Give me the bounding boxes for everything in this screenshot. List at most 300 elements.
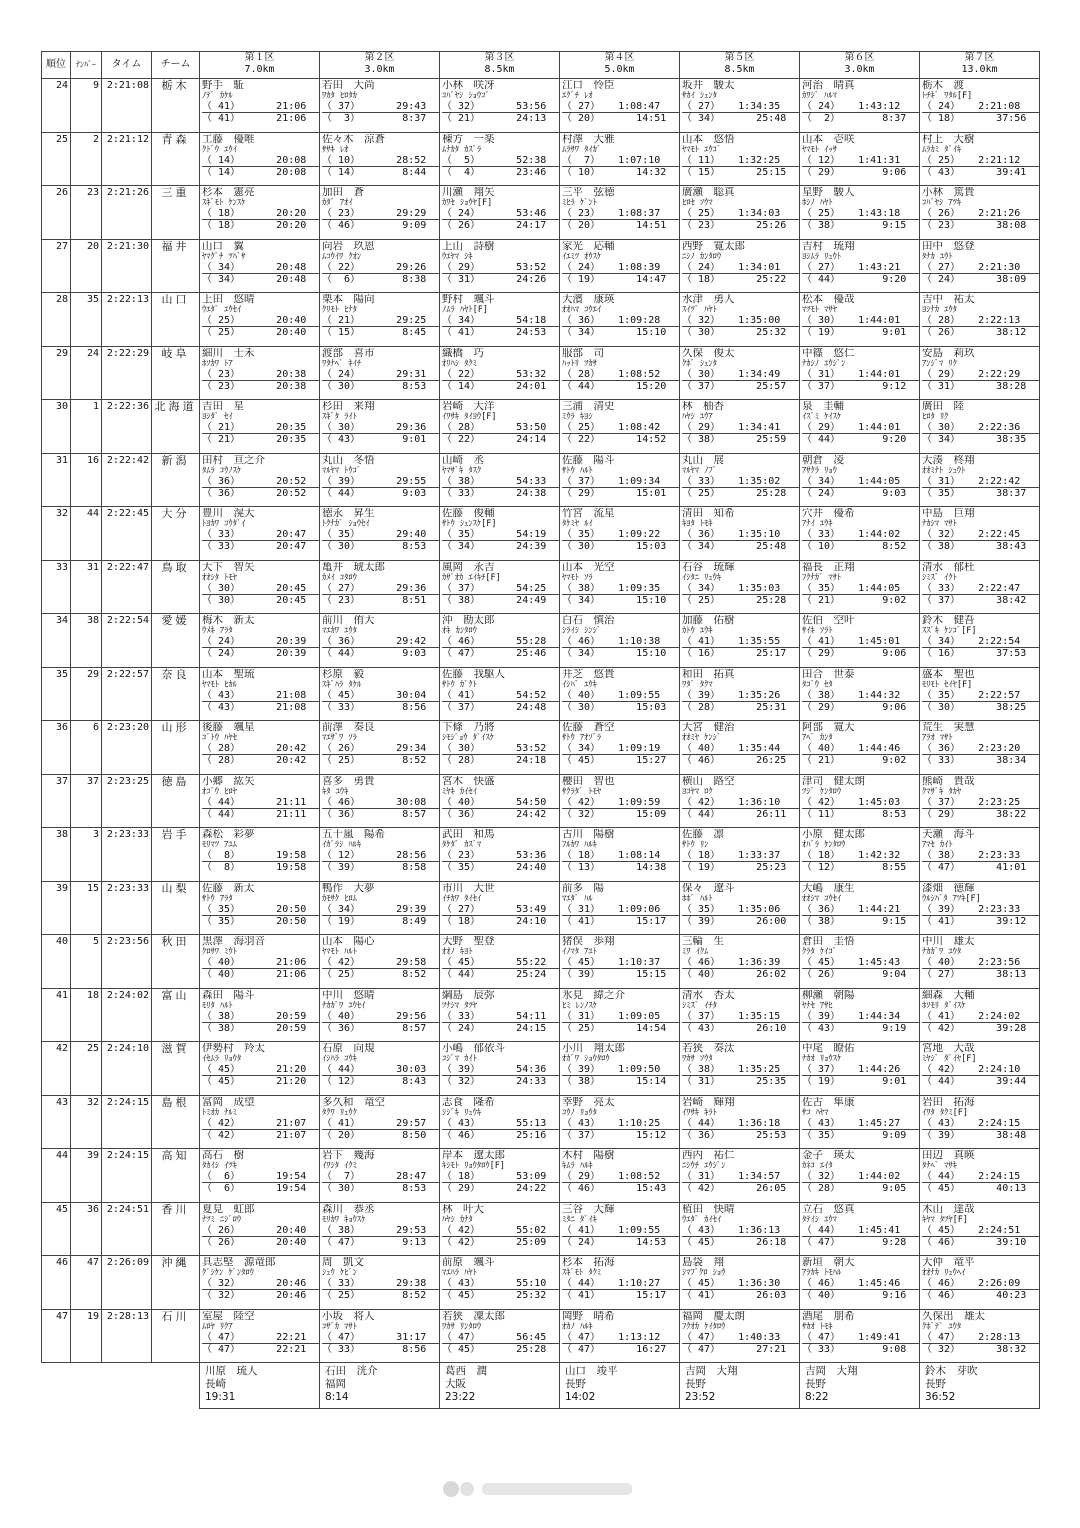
runner-kana: ﾜｶｻ ﾘﾝﾀﾛｳ [442, 1321, 482, 1332]
leg-1-cell [200, 560, 320, 614]
total-time-cell: 2:22:36 [102, 400, 152, 454]
leg-7-cell [920, 293, 1040, 347]
leg-4-cell [560, 988, 680, 1042]
section-rank-time: （ 40） 9:16 [802, 1290, 907, 1301]
runner-name: 金子 瑛太 [802, 1150, 855, 1161]
section-rank-time: （ 46） 40:23 [922, 1290, 1027, 1301]
header-leg-2 [320, 52, 440, 79]
bib-number-cell: 3 [71, 828, 102, 882]
leg-4-cell [560, 186, 680, 240]
runner-kana: ｶﾈｺ ｴｲﾀ [802, 1161, 833, 1171]
cumulative-rank-time: （ 33） 20:47 [202, 529, 319, 541]
section-rank-time: （ 35） 20:50 [202, 915, 307, 927]
cumulative-rank-time: （ 33） 1:44:02 [802, 529, 919, 541]
runner-name: 伊勢村 羚太 [202, 1043, 265, 1054]
team-name-cell: 山口 [152, 293, 200, 347]
section-rank-time: （ 19） 8:49 [322, 915, 427, 927]
runner-kana: ｻﾄｳ ｼｭﾝｽｹ[F] [442, 519, 497, 529]
section-rank-time: （ 42） 25:09 [442, 1236, 547, 1248]
runner-name: 大下 智矢 [202, 561, 255, 573]
runner-name: 中島 巨翔 [922, 508, 975, 519]
total-time-cell: 2:22:57 [102, 667, 152, 721]
section-rank-time: （ 40） 26:02 [682, 969, 787, 980]
bib-number-cell: 6 [71, 721, 102, 775]
runner-name: 村澤 大雅 [562, 133, 615, 145]
leg-record-1 [200, 1363, 320, 1409]
runner-kana: ｵｵｼﾏ ｺｳｾｲ [802, 893, 842, 904]
team-row [42, 293, 1040, 347]
leg-record-4 [560, 1363, 680, 1409]
cumulative-rank-time: （ 39） 1:44:34 [802, 1011, 919, 1023]
runner-name: 前川 侑大 [322, 615, 375, 626]
leg-5-cell [680, 293, 800, 347]
rank-cell: 31 [42, 453, 71, 507]
cumulative-rank-time: （ 25） 1:34:03 [682, 208, 799, 220]
team-name-cell: 大分 [152, 507, 200, 561]
section-rank-time: （ 26） 20:40 [202, 1236, 307, 1248]
leg-name: 第６区 [844, 52, 875, 63]
section-rank-time: （ 41） 26:03 [682, 1290, 787, 1301]
leg-6-cell [800, 614, 920, 668]
runner-name: 下條 乃將 [442, 722, 495, 733]
runner-name: 野村 颯斗 [442, 294, 495, 305]
runner-kana: ﾐｳﾗ ｷﾖｼ [562, 412, 593, 422]
runner-name: 丸山 冬悟 [322, 454, 375, 466]
section-rank-time: （ 34） 15:10 [562, 327, 667, 338]
runner-name: 猪俣 歩翔 [562, 936, 615, 947]
runner-kana: ﾎｿﾓﾘ ﾀﾞｲｽｹ [922, 1000, 966, 1011]
runner-kana: ﾉﾃﾞ ｶｹﾙ [202, 91, 233, 101]
section-rank-time: （ 6） 8:38 [322, 273, 427, 285]
leg-2-cell [320, 667, 440, 721]
leg-2-cell [320, 560, 440, 614]
cumulative-rank-time: （ 41） 21:06 [202, 101, 319, 113]
section-rank-time: （ 30） 15:03 [562, 541, 667, 552]
runner-name: 中川 雄太 [922, 936, 975, 947]
runner-name: 植田 快晴 [682, 1203, 735, 1215]
runner-name: 久保出 雄太 [922, 1310, 985, 1322]
leg-5-cell [680, 79, 800, 133]
section-rank-time: （ 45） 15:27 [562, 755, 667, 766]
runner-kana: ｻｲｷ ｿﾗﾄ [802, 626, 833, 636]
team-row [42, 453, 1040, 507]
bib-number-cell: 38 [71, 614, 102, 668]
bib-number-cell: 31 [71, 560, 102, 614]
runner-name: 佐藤 陽斗 [562, 454, 615, 466]
runner-kana: ﾔﾅｾ ｱｻﾋ [802, 1000, 833, 1011]
runner-name: 岩下 幾海 [322, 1150, 375, 1161]
cumulative-rank-time: （ 47） 1:49:41 [802, 1332, 919, 1344]
runner-kana: ﾀｸﾜ ﾘｭｳｸ [322, 1107, 357, 1118]
leg-1-cell [200, 346, 320, 400]
cumulative-rank-time: （ 46） 55:28 [442, 636, 559, 648]
section-rank-time: （ 11） 8:53 [802, 808, 907, 820]
section-rank-time: （ 28） 25:31 [682, 701, 787, 713]
cumulative-rank-time: （ 38） 1:09:35 [562, 583, 679, 595]
total-time-cell: 2:22:29 [102, 346, 152, 400]
runner-kana: ﾜｶｻ ｿｳﾀ [682, 1054, 713, 1064]
runner-name: 山本 悠悟 [682, 133, 735, 145]
leg-4-cell [560, 881, 680, 935]
runner-kana: ｸﾘﾓﾄ ﾋﾅﾀ [322, 305, 357, 315]
cumulative-rank-time: （ 40） 29:56 [322, 1011, 439, 1023]
cumulative-rank-time: （ 30） 1:34:49 [682, 369, 799, 381]
runner-name: 朝倉 凌 [802, 454, 844, 466]
runner-name: 西内 祐仁 [682, 1150, 735, 1161]
runner-name: 三谷 大輝 [562, 1203, 615, 1215]
section-rank-time: （ 20） 8:50 [322, 1129, 427, 1141]
cumulative-rank-time: （ 28） 1:08:52 [562, 369, 679, 381]
section-rank-time: （ 19） 14:47 [562, 273, 667, 285]
cumulative-rank-time: （ 29） 1:44:01 [802, 422, 919, 434]
total-time-cell: 2:24:51 [102, 1202, 152, 1256]
section-rank-time: （ 30） 8:53 [322, 541, 427, 552]
runner-name: 高石 樹 [202, 1150, 244, 1161]
cumulative-rank-time: （ 25） 20:40 [202, 315, 319, 327]
runner-name: 立石 悠真 [802, 1203, 855, 1215]
section-rank-time: （ 42） 39:28 [922, 1022, 1027, 1034]
section-rank-time: （ 23） 8:51 [322, 594, 427, 606]
section-rank-time: （ 3） 8:37 [322, 113, 427, 124]
runner-name: 佐藤 凛 [682, 829, 724, 840]
runner-kana: ｲｾﾑﾗ ﾘｮｳﾀ [202, 1054, 242, 1064]
leg-2-cell [320, 1042, 440, 1096]
bib-number-cell: 47 [71, 1256, 102, 1310]
runner-name: 柳瀬 朝陽 [802, 989, 855, 1001]
runner-name: 森松 彩夢 [202, 829, 255, 840]
cumulative-rank-time: （ 32） 1:35:00 [682, 315, 799, 327]
leg-6-cell [800, 186, 920, 240]
runner-name: 後藤 颯星 [202, 722, 255, 733]
section-rank-time: （ 24） 14:53 [562, 1236, 667, 1248]
cumulative-rank-time: （ 36） 29:42 [322, 636, 439, 648]
section-rank-time: （ 33） 24:38 [442, 487, 547, 499]
cumulative-rank-time: （ 32） 2:22:45 [922, 529, 1039, 541]
cumulative-rank-time: （ 42） 55:02 [442, 1225, 559, 1237]
runner-name: 島袋 翔 [682, 1257, 724, 1268]
header-team: チーム [152, 52, 200, 79]
cumulative-rank-time: （ 23） 1:08:37 [562, 208, 679, 220]
runner-name: 風岡 永吉 [442, 561, 495, 573]
runner-kana: ｲｶﾞﾗｼ ﾊﾙｷ [322, 840, 362, 850]
section-rank-time: （ 38） 15:14 [562, 1076, 667, 1087]
leg-1-cell [200, 1309, 320, 1363]
cumulative-rank-time: （ 18） 1:42:32 [802, 850, 919, 862]
team-row [42, 132, 1040, 186]
runner-kana: ﾖｼﾑﾗ ﾘｭｳﾄ [802, 251, 842, 262]
runner-kana: ｲｴﾐﾂ ｵｳｽｹ [562, 251, 602, 262]
section-rank-time: （ 42） 21:07 [202, 1129, 307, 1141]
cumulative-rank-time: （ 34） 1:09:19 [562, 743, 679, 755]
runner-kana: ﾏｴｻﾞﾜ ｿﾗ [322, 733, 357, 743]
section-rank-time: （ 37） 38:42 [922, 594, 1027, 606]
runner-name: 渡部 喜市 [322, 347, 375, 359]
team-row [42, 1202, 1040, 1256]
leg-1-cell [200, 828, 320, 882]
section-rank-time: （ 14） 8:44 [322, 166, 427, 178]
cumulative-rank-time: （ 24） 1:34:01 [682, 262, 799, 274]
leg-5-cell [680, 614, 800, 668]
runner-kana: ｻﾄｳ ﾘﾝ [682, 840, 709, 850]
runner-name: 幸野 亮太 [562, 1096, 615, 1108]
bib-number-cell: 24 [71, 346, 102, 400]
leg-3-cell [440, 239, 560, 293]
leg-3-cell [440, 721, 560, 775]
leg-7-cell [920, 774, 1040, 828]
section-rank-time: （ 25） 14:54 [562, 1022, 667, 1034]
leg-2-cell [320, 1149, 440, 1203]
runner-name: 林 叶大 [442, 1203, 484, 1215]
runner-name: 木村 陽樹 [562, 1150, 615, 1161]
runner-kana: ｺﾞﾄｳ ﾊﾔｾ [202, 733, 237, 743]
runner-name: 山本 光空 [562, 561, 615, 573]
runner-kana: ｼﾐｽﾞ ｲｸﾄ [922, 572, 957, 583]
leg-distance: 8.5km [724, 64, 755, 75]
section-rank-time: （ 28） 9:05 [802, 1183, 907, 1194]
cumulative-rank-time: （ 29） 1:34:41 [682, 422, 799, 434]
runner-kana: ｺｳﾉ ﾘｮｳﾀ [562, 1107, 597, 1118]
leg-3-cell [440, 400, 560, 454]
runner-kana: ｸﾄﾞｳ ﾕｳｲ [202, 144, 237, 155]
record-team: 長野 [685, 1378, 706, 1390]
leg-5-cell [680, 1095, 800, 1149]
cumulative-rank-time: （ 31） 1:44:01 [802, 369, 919, 381]
runner-kana: ｴｸﾞﾁ ﾚｵ [562, 91, 593, 101]
runner-kana: ﾓﾘﾀ ﾊﾙﾄ [202, 1000, 233, 1011]
total-time-cell: 2:24:10 [102, 1042, 152, 1096]
runner-name: 丸山 展 [682, 454, 724, 466]
total-time-cell: 2:21:26 [102, 186, 152, 240]
cumulative-rank-time: （ 27） 2:21:30 [922, 262, 1039, 274]
runner-kana: ｽｷﾞﾀ ﾗｲﾄ [322, 412, 357, 422]
runner-kana: ｲﾁｶﾜ ﾀｲｾｲ [442, 893, 482, 904]
section-rank-time: （ 36） 20:52 [202, 487, 307, 499]
cumulative-rank-time: （ 46） 30:08 [322, 797, 439, 809]
cumulative-rank-time: （ 38） 54:33 [442, 476, 559, 488]
runner-kana: ｳﾙｼﾊﾞﾀ ｱﾂｷ[F] [922, 893, 981, 904]
runner-kana: ｲｽﾞﾐ ｹｲｽｹ [802, 412, 842, 422]
leg-5-cell [680, 239, 800, 293]
leg-1-cell [200, 1042, 320, 1096]
cumulative-rank-time: （ 30） 1:44:01 [802, 315, 919, 327]
section-rank-time: （ 34） 38:35 [922, 434, 1027, 445]
team-row [42, 988, 1040, 1042]
rank-cell: 42 [42, 1042, 71, 1096]
leg-5-cell [680, 881, 800, 935]
section-rank-time: （ 36） 8:57 [322, 1022, 427, 1034]
leg-4-cell [560, 293, 680, 347]
runner-kana: ｲﾜｻｷ ｷﾗﾄ [682, 1107, 717, 1118]
leg-7-cell [920, 614, 1040, 668]
runner-kana: ﾀﾑﾗ ｺｳﾉｽｹ [202, 465, 242, 476]
cumulative-rank-time: （ 7） 28:47 [322, 1171, 439, 1183]
cumulative-rank-time: （ 18） 20:20 [202, 208, 319, 220]
section-rank-time: （ 47） 41:01 [922, 862, 1027, 873]
bib-number-cell: 37 [71, 774, 102, 828]
cumulative-rank-time: （ 34） 20:48 [202, 262, 319, 274]
runner-kana: ﾏﾙﾔﾏ ﾄｳｺﾞ [322, 465, 362, 476]
leg-4-cell [560, 1309, 680, 1363]
runner-kana: ﾎｼﾉ ﾊﾔﾄ [802, 198, 833, 208]
section-rank-time: （ 18） 25:22 [682, 273, 787, 285]
total-time-cell: 2:24:15 [102, 1149, 152, 1203]
team-name-cell: 秋田 [152, 935, 200, 989]
leg-name: 第７区 [964, 52, 995, 63]
runner-name: 小原 健太郎 [802, 829, 865, 840]
runner-name: 徳永 昇生 [322, 508, 375, 519]
cumulative-rank-time: （ 21） 29:25 [322, 315, 439, 327]
runner-kana: ｵｷ ｶﾝﾀﾛｳ [442, 626, 477, 636]
leg-7-cell [920, 560, 1040, 614]
team-row [42, 400, 1040, 454]
runner-name: 前澤 奏良 [322, 722, 375, 733]
section-rank-time: （ 25） 8:52 [322, 755, 427, 766]
runner-name: 若田 大尚 [322, 80, 375, 91]
leg-2-cell [320, 453, 440, 507]
cumulative-rank-time: （ 40） 21:06 [202, 957, 319, 969]
cumulative-rank-time: （ 18） 1:33:37 [682, 850, 799, 862]
section-rank-time: （ 34） 20:48 [202, 273, 307, 285]
cumulative-rank-time: （ 42） 1:09:59 [562, 797, 679, 809]
runner-kana: ｸﾛｻﾜ ﾐｳﾄ [202, 947, 237, 957]
leg-5-cell [680, 346, 800, 400]
section-rank-time: （ 25） 8:52 [322, 1290, 427, 1301]
rank-cell: 38 [42, 828, 71, 882]
runner-name: 喜多 勇貴 [322, 775, 375, 787]
runner-kana: ｵｵﾐﾔ ｹﾝｼﾞ [682, 733, 722, 743]
runner-kana: ｵｺﾞｳ ﾋﾛﾔ [202, 786, 237, 797]
runner-name: 具志堅 源竜郎 [202, 1257, 276, 1268]
runner-name: 清田 知希 [682, 508, 735, 519]
section-rank-time: （ 29） 24:22 [442, 1183, 547, 1194]
runner-name: 岩崎 輝翔 [682, 1096, 735, 1108]
runner-kana: ｼﾏﾌﾞｸﾛ ｼｮｳ [682, 1268, 726, 1278]
cumulative-rank-time: （ 39） 2:23:33 [922, 904, 1039, 916]
runner-kana: ｶﾜｼﾞ ﾊﾙﾏ [802, 91, 837, 101]
leg-3-cell [440, 614, 560, 668]
cumulative-rank-time: （ 40） 2:23:56 [922, 957, 1039, 969]
runner-kana: ｽｷﾞﾓﾄ ﾀｸﾐ [562, 1268, 602, 1278]
team-name-cell: 愛媛 [152, 614, 200, 668]
leg-distance: 7.0km [244, 64, 275, 75]
runner-kana: ｼｼﾞｷ ﾘｭｳｷ [442, 1107, 482, 1118]
runner-name: 竹宮 流星 [562, 508, 615, 519]
leg-2-cell [320, 79, 440, 133]
team-row [42, 507, 1040, 561]
runner-kana: ﾏｴﾊﾗ ﾊﾔﾄ [442, 1268, 477, 1278]
cumulative-rank-time: （ 41） 29:57 [322, 1118, 439, 1130]
rank-cell: 25 [42, 132, 71, 186]
cumulative-rank-time: （ 23） 29:29 [322, 208, 439, 220]
runner-kana: ﾌｸｵｶ ｹｲﾀﾛｳ [682, 1321, 726, 1332]
runner-name: 大濱 康瑛 [562, 294, 615, 305]
cumulative-rank-time: （ 44） 21:11 [202, 797, 319, 809]
cumulative-rank-time: （ 44） 1:36:18 [682, 1118, 799, 1130]
section-rank-time: （ 14） 24:01 [442, 380, 547, 392]
leg-1-cell [200, 614, 320, 668]
runner-name: 志食 隆希 [442, 1096, 495, 1108]
leg-4-cell [560, 400, 680, 454]
team-name-cell: 福井 [152, 239, 200, 293]
runner-kana: ﾖｼﾅｶ ﾕｳﾀ [922, 305, 957, 315]
leg-5-cell [680, 1202, 800, 1256]
record-holder: 川原 琉人 [205, 1365, 258, 1377]
cumulative-rank-time: （ 38） 1:44:32 [802, 690, 919, 702]
leg-5-cell [680, 935, 800, 989]
cumulative-rank-time: （ 45） 1:45:43 [802, 957, 919, 969]
leg-distance: 3.0km [364, 64, 395, 75]
total-time-cell: 2:28:13 [102, 1309, 152, 1363]
leg-7-cell [920, 1309, 1040, 1363]
runner-kana: ｼﾓｼﾞｮｳ ﾀﾞｲｽｹ [442, 733, 494, 743]
section-rank-time: （ 43） 26:10 [682, 1022, 787, 1034]
runner-name: 石原 向規 [322, 1043, 375, 1054]
runner-kana: ﾄﾖｶﾜ ｺｳﾀﾞｲ [202, 519, 246, 529]
cumulative-rank-time: （ 45） 2:24:51 [922, 1225, 1039, 1237]
leg-7-cell [920, 667, 1040, 721]
section-rank-time: （ 46） 15:43 [562, 1183, 667, 1194]
runner-kana: ﾑﾗｶﾐ ﾀﾞｲｷ [922, 144, 962, 155]
section-rank-time: （ 43） 21:08 [202, 701, 307, 713]
section-rank-time: （ 21） 9:02 [802, 594, 907, 606]
section-rank-time: （ 2） 8:37 [802, 113, 907, 124]
total-time-cell: 2:23:20 [102, 721, 152, 775]
runner-kana: ﾐﾋﾗ ｹﾞﾝﾄ [562, 198, 597, 208]
leg-6-cell [800, 881, 920, 935]
leg-7-cell [920, 507, 1040, 561]
team-name-cell: 山梨 [152, 881, 200, 935]
runner-name: 木山 達哉 [922, 1203, 975, 1215]
cumulative-rank-time: （ 40） 54:50 [442, 797, 559, 809]
runner-name: 山本 壱咲 [802, 133, 855, 145]
runner-kana: ﾀｹﾀﾞ ｶｽﾞﾏ [442, 840, 482, 850]
cumulative-rank-time: （ 22） 29:26 [322, 262, 439, 274]
cumulative-rank-time: （ 43） 55:10 [442, 1278, 559, 1290]
cumulative-rank-time: （ 35） 1:09:22 [562, 529, 679, 541]
section-rank-time: （ 44） 26:11 [682, 808, 787, 820]
runner-kana: ｲﾜｼﾀ ｲｸﾐ [322, 1161, 357, 1171]
runner-name: 杉本 拓海 [562, 1257, 615, 1268]
leg-1-cell [200, 988, 320, 1042]
cumulative-rank-time: （ 32） 1:44:02 [802, 1171, 919, 1183]
runner-name: 横山 路空 [682, 775, 735, 787]
cumulative-rank-time: （ 28） 2:22:13 [922, 315, 1039, 327]
section-rank-time: （ 19） 9:01 [802, 327, 907, 338]
section-rank-time: （ 40） 21:06 [202, 969, 307, 980]
section-rank-time: （ 4） 23:46 [442, 166, 547, 178]
bib-number-cell: 19 [71, 1309, 102, 1363]
runner-kana: ｶﾓｻｸ ﾋﾛﾑ [322, 893, 357, 904]
runner-kana: ｶｻﾞｵｶ ｴｲｷﾁ[F] [442, 572, 501, 583]
runner-name: 森田 陽斗 [202, 989, 255, 1001]
section-rank-time: （ 35） 9:09 [802, 1129, 907, 1141]
section-rank-time: （ 34） 25:48 [682, 113, 787, 124]
leg-6-cell [800, 828, 920, 882]
leg-6-cell [800, 453, 920, 507]
cumulative-rank-time: （ 47） 1:13:12 [562, 1332, 679, 1344]
record-team: 長野 [565, 1378, 586, 1390]
runner-kana: ｵｵﾅｶ ﾘｭｳﾍｲ [922, 1268, 966, 1278]
section-rank-time: （ 38） 9:15 [802, 220, 907, 231]
section-rank-time: （ 19） 25:23 [682, 862, 787, 873]
runner-kana: ｱﾗｶｷ ﾄﾓﾊﾙ [802, 1268, 842, 1278]
leg-5-cell [680, 507, 800, 561]
leg-6-cell [800, 400, 920, 454]
bib-number-cell: 25 [71, 1042, 102, 1096]
record-holder: 石田 洸介 [325, 1365, 378, 1377]
section-rank-time: （ 39） 15:15 [562, 969, 667, 980]
runner-name: 向岩 玖恩 [322, 240, 375, 252]
